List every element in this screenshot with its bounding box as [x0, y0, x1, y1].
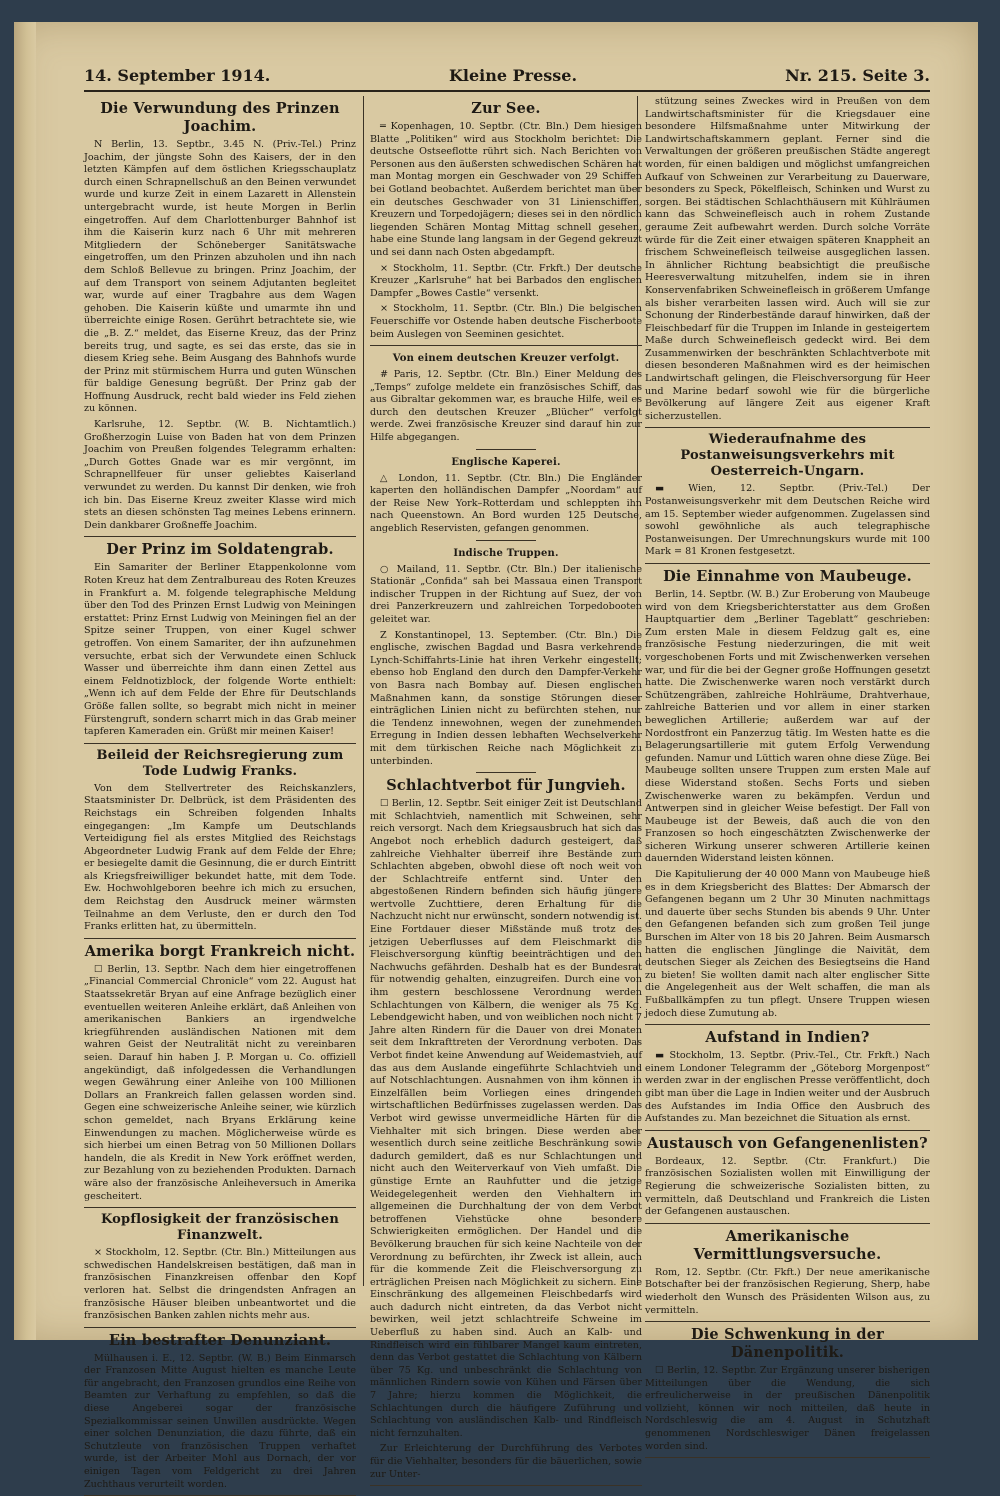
article-headline: Wiederaufnahme des Postanweisungsverkehrs mit Oesterreich-Ungarn. — [680, 432, 895, 480]
article-headline: Aufstand in Indien? — [705, 1029, 870, 1047]
article — [370, 454, 642, 541]
article-paragraph: stützung seines Zweckes wird in Preußen von dem Landwirtschaftsminister für die Kriegsdauer eine besondere Hilfsmaßnahme unter Mitwirkung der Landwirtschaftskammern geplant. Ferner sind die Verwaltungen der größeren preußischen Städte angeregt worden, für einen baldigen und möglichst umfangreichen Aufkauf von Schweinen zur Verarbeitung zu Dauerware, besonders zu Speck, Pökelfleisch, Schinken und Wurst zu sorgen. Bei städtischen Schlachthäusern mit Kühlräumen kann das Schweinefleisch auch in rohem Zustande geraume Zeit aufbewahrt werden. Durch solche Vorräte würde für die Zeit einer etwaigen späteren Knappheit an frischem Schweinefleisch teilweise ausgeglichen lassen. In ähnlicher Richtung beabsichtigt die preußische Heeresverwaltung mitzuhelfen, indem sie in ihren Konservenfabriken Schweinefleisch in größerem Umfange als bisher verarbeiten lassen wird. Auch will sie zur Schonung der Rinderbestände darauf hinwirken, daß der Fleischbedarf für die Truppen im Inlande in gesteigertem Maße durch Schweinefleisch gedeckt wird. Bei dem Zusammenwirken der beschränkten Schlachtverbote mit diesen besonderen Maßnahmen wird es der heimischen Landwirtschaft gelingen, die Fleischversorgung für Heer und Marine bedarf sowohl wie für die bürgerliche Bevölkerung auf längere Zeit aus eigener Kraft sicherzustellen. — [645, 96, 930, 422]
page-fold-shadow — [14, 22, 36, 1340]
article-headline: Ein bestrafter Denunziant. — [108, 1331, 332, 1349]
article-paragraph: # Paris, 12. Septbr. (Ctr. Bln.) Einer Meldung des „Temps“ zufolge meldete ein französisches Schiff, das aus Gibraltar gekommen war, es brauche Hilfe, weil es durch den deutschen Kreuzer „Blücher“ verfolgt werde. Zwei französische Kreuzer sind darauf hin zur Hilfe abgegangen. — [370, 369, 642, 444]
column-3 — [645, 96, 930, 1452]
article-paragraph: ═ Kopenhagen, 10. Septbr. (Ctr. Bln.) Dem hiesigen Blatte „Politiken“ wird aus Stockholm berichtet: Die deutsche Ostseeflotte rührt sich. Nach Berichten von Personen aus den äußersten schwedischen Schären hat man Montag morgen ein Geschwader von 29 Schiffen bei Gotland beobachtet. Außerdem berichtet man über ein deutsches Geschwader von 31 Linienschiffen, Kreuzern und Torpedojägern; dieses sei in den nördlich liegenden Schären Montag Mittag schnell gesehen, habe eine Stunde lang langsam in der Gegend gekreuzt und sei dann nach Osten abgedampft. — [370, 121, 642, 258]
article-paragraph: △ London, 11. Septbr. (Ctr. Bln.) Die Engländer kaperten den holländischen Dampfer „Noordam“ auf der Reise New York–Rotterdam und schleppten ihn nach Queenstown. An Bord wurden 125 Deutsche, angeblich Reservisten, gefangen genommen. — [370, 472, 642, 535]
article-headline: Indische Truppen. — [453, 547, 559, 559]
article-paragraph: ▬ Wien, 12. Septbr. (Priv.-Tel.) Der Postanweisungsverkehr mit dem Deutschen Reiche wird am 15. September wieder aufgenommen. Zugelassen sind sowohl gewöhnliche als auch telegraphische Postanweisungen. Der Umrechnungskurs wurde mit 100 Mark = 81 Kronen festgesetzt. — [645, 483, 930, 558]
article — [645, 1228, 930, 1322]
article-divider — [645, 1223, 930, 1224]
article — [84, 100, 356, 537]
article — [84, 1212, 356, 1328]
article-headline: Die Verwundung des Prinzen Joachim. — [100, 100, 340, 135]
article-paragraph: Von dem Stellvertreter des Reichskanzlers, Staatsminister Dr. Delbrück, ist dem Präsidenten des Reichstags ein Schreiben folgenden Inhalts eingegangen: „Im Kampfe um Deutschlands Verteidigung fiel als erstes Mitglied des Reichstags Abgeordneter Ludwig Frank auf dem Felde der Ehre; er besiegelte damit die Gesinnung, die er durch Eintritt als Kriegsfreiwilliger bekundet hatte, mit dem Tode. Ew. Hochwohlgeboren beehre ich mich zu ersuchen, dem Reichstag den Ausdruck meiner wärmsten Teilnahme an dem Verluste, den er durch den Tod Franks erlitten hat, zu übermitteln. — [84, 782, 356, 933]
article — [645, 432, 930, 564]
article-headline: Kopflosigkeit der französischen Finanzwelt. — [100, 1212, 340, 1244]
article-headline: Zur See. — [471, 100, 541, 117]
article-headline: Austausch von Gefangenenlisten? — [647, 1134, 928, 1152]
article-divider — [645, 1130, 930, 1131]
article-headline: Amerikanische Vermittlungsversuche. — [693, 1227, 882, 1263]
article-divider — [84, 536, 356, 537]
article-paragraph: × Stockholm, 11. Septbr. (Ctr. Bln.) Die belgischen Feuerschiffe vor Ostende haben deutsche Fischerboote beim Auslegen von Seeminen gesichtet. — [370, 303, 642, 340]
article-headline: Englische Kaperei. — [451, 456, 561, 468]
masthead-issue: Nr. 215. Seite 3. — [785, 66, 930, 85]
article-paragraph: Berlin, 14. Septbr. (W. B.) Zur Eroberung von Maubeuge wird von dem Kriegsberichterstatter aus dem Großen Hauptquartier dem „Berliner Tageblatt“ geschrieben: Zum ersten Male in diesem Feldzug galt es, eine französische Festung niederzuringen, die mit weit vorgeschobenen Forts und mit Zwischenwerken versehen war, und für die bei der Gegner große Hoffnungen gesetzt hatte. Die Zwischenwerke waren noch verstärkt durch Schützengräben, zahlreiche Hohlräume, Drahtverhaue, zahlreiche Batterien und vor allem in einer starken beweglichen Artillerie; außerdem war auf der Nordostfront ein Panzerzug tätig. Im Westen hatte es die Belagerungsartillerie mit gutem Erfolg Verwendung gefunden. Namur und Lüttich waren ohne diese Züge. Bei Maubeuge sollten unsere Truppen zum ersten Male auf diese Widerstand stoßen. Sechs Forts und sieben Zwischenwerke waren zu bekämpfen. Verdun und Antwerpen sind in gleicher Weise befestigt. Der Fall von Maubeuge ist der Beweis, daß auch die von den Franzosen so hoch eingeschätzten Zwischenwerke der sicheren Wirkung unserer schweren Artillerie keinen dauernden Widerstand leisten können. — [645, 589, 930, 865]
article — [370, 545, 642, 774]
article-divider — [84, 938, 356, 939]
article-divider — [645, 1024, 930, 1025]
article-divider — [476, 449, 536, 450]
article-headline: Amerika borgt Frankreich nicht. — [84, 942, 356, 960]
article-divider — [645, 427, 930, 428]
article-paragraph: N Berlin, 13. Septbr., 3.45 N. (Priv.-Tel.) Prinz Joachim, der jüngste Sohn des Kaisers, der in den letzten Kämpfen auf dem östlichen Kriegsschauplatz durch einen Schrapnellschuß an den Beinen verwundet wurde und kurze Zeit in einem Lazarett in Allenstein untergebracht wurde, ist heute Morgen in Berlin eingetroffen. Auf dem Charlottenburger Bahnhof ist ihm die Kaiserin kurz nach 6 Uhr mit mehreren Mitgliedern der Schöneberger Sanitätswache eingetroffen, um den Prinzen abzuholen und ihn nach dem Schloß Bellevue zu bringen. Prinz Joachim, der auf dem Transport von seinem Adjutanten begleitet war, wurde auf einer Tragbahre aus dem Wagen gehoben. Die Kaiserin küßte und umarmte ihn und überreichte einige Rosen. Gerührt betrachtete sie, wie die „B. Z.“ meldet, das Eiserne Kreuz, das der Prinz bereits trug, und sagte, es sei das erste, das sie in diesem Krieg sehe. Beim Ausgang des Bahnhofs wurde der Prinz mit stürmischem Hurra und guten Wünschen für baldige Genesung begrüßt. Der Prinz gab der Hoffnung Ausdruck, recht bald wieder ins Feld ziehen zu können. — [84, 139, 356, 415]
article-divider — [84, 1207, 356, 1208]
article-paragraph: ○ Mailand, 11. Septbr. (Ctr. Bln.) Der italienische Stationär „Confida“ sah bei Massaua einen Transport indischer Truppen in der Richtung auf Suez, der von drei Panzerkreuzern und zahlreichen Torpedobooten geleitet war. — [370, 563, 642, 625]
article-paragraph: Zur Erleichterung der Durchführung des Verbotes für die Viehhalter, besonders für die bäuerlichen, sowie zur Unter- — [370, 1443, 642, 1480]
article-divider — [645, 563, 930, 564]
article — [645, 1326, 930, 1458]
article — [84, 748, 356, 939]
masthead-paper-name: Kleine Presse. — [449, 66, 578, 85]
column-2 — [370, 96, 643, 1480]
article — [84, 1332, 356, 1496]
article-paragraph: Bordeaux, 12. Septbr. (Ctr. Frankfurt.) Die französischen Sozialisten wollen mit Einwilligung der Regierung die schweizerische Sozialisten bitten, zu vermitteln, daß Deutschland und Frankreich die Listen der Gefangenen austauschen. — [645, 1155, 930, 1218]
article-divider — [370, 345, 642, 346]
article-divider — [84, 1327, 356, 1328]
article-paragraph: Z Konstantinopel, 13. September. (Ctr. Bln.) Die englische, zwischen Bagdad und Basra verkehrende Lynch-Schiffahrts-Linie hat ihren Verkehr eingestellt; ebenso hob England den durch den Dampfer-Verkehr von Basra nach Bombay auf. Diesen englischen Maßnahmen kann, da sonstige Störungen dieser einträglichen Linien nicht zu befürchten stehen, nur die Tendenz innewohnen, wegen der zunehmenden Erregung in Indien dessen lebhaften Wechselverkehr mit dem türkischen Reiche nach Möglichkeit zu unterbinden. — [370, 629, 642, 767]
article-paragraph: Karlsruhe, 12. Septbr. (W. B. Nichtamtlich.) Großherzogin Luise von Baden hat von dem Prinzen Joachim von Preußen folgendes Telegramm erhalten: „Durch Gottes Gnade war es mir vergönnt, im Schrapnellfeuer für unser geliebtes Kaiserland verwundet zu werden. Du kannst Dir denken, wie froh ich bin. Das Eiserne Kreuz zweiter Klasse wird mich stets an diesen schönsten Tag meines Lebens erinnern. Dein dankbarer Großneffe Joachim. — [84, 419, 356, 531]
article — [84, 943, 356, 1208]
masthead-date: 14. September 1914. — [84, 66, 271, 85]
column-rule — [363, 96, 364, 1286]
article — [645, 1029, 930, 1131]
article-paragraph: × Stockholm, 12. Septbr. (Ctr. Bln.) Mitteilungen aus schwedischen Handelskreisen bestätigen, daß man in französischen Finanzkreisen offenbar den Kopf verloren hat. Selbst die dringendsten Anfragen an französische Häuser bleiben unbeantwortet und die französischen Banken zahlen nichts mehr aus. — [84, 1247, 356, 1322]
article — [370, 777, 642, 1486]
article-headline: Beileid der Reichsregierung zum Tode Ludwig Franks. — [96, 747, 344, 779]
article — [645, 1135, 930, 1224]
article — [645, 568, 930, 1025]
masthead — [84, 60, 930, 92]
article-paragraph: ☐ Berlin, 13. Septbr. Nach dem hier eingetroffenen „Financial Commercial Chronicle“ vom 22. August hat Staatssekretär Bryan auf eine Anfrage bezüglich einer eventuellen weiteren Anleihe erklärt, daß Anleihen von amerikanischen Bankiers an irgendwelche kriegführenden ausländischen Nationen mit dem wahren Geist der Neutralität nicht zu vereinbaren seien. Darauf hin haben J. P. Morgan u. Co. offiziell angekündigt, daß infolgedessen die Verhandlungen wegen Gewährung einer Anleihe von 100 Millionen Dollars an Frankreich fallen gelassen worden sind. Gegen eine schweizerische Anleihe seiner, wie kürzlich schon gemeldet, nach Bryans Erklärung keine Einwendungen zu machen. Möglicherweise würde es sich hierbei um einen Betrag von 50 Millionen Dollars handeln, die als Kredit in New York eröffnet werden, zur Bezahlung von zu beziehenden Produkten. Darnach wäre also der französische Anleiheversuch in Amerika gescheitert. — [84, 963, 356, 1202]
article-headline: Die Schwenkung in der Dänenpolitik. — [690, 1326, 885, 1362]
article-headline: Der Prinz im Soldatengrab. — [106, 541, 334, 559]
article-headline: Schlachtverbot für Jungvieh. — [386, 777, 626, 795]
article-divider — [476, 772, 536, 773]
article-divider — [645, 1321, 930, 1322]
article-paragraph: Mülhausen i. E., 12. Septbr. (W. B.) Beim Einmarsch der Franzosen Mitte August hielten es manche Leute für angebracht, den Franzosen grundlos eine Reihe von Beamten zur Verhaftung zu empfehlen, so daß die diese Angeberei sogar der französische Spezialkommissar seinen Unwillen ausdrückte. Wegen einer solchen Denunziation, die dazu führte, daß ein Schutzleute von französischen Truppen verhaftet wurde, ist der Arbeiter Mohl aus Dornach, der vor einigen Tagen vom Feldgericht zu drei Jahren Zuchthaus verurteilt worden. — [84, 1352, 356, 1490]
article — [84, 541, 356, 743]
article-paragraph: ☐ Berlin, 12. Septbr. Zur Ergänzung unserer bisherigen Mitteilungen über die Wendung, die sich erfreulicherweise in der preußischen Dänenpolitik vollzieht, können wir noch mitteilen, daß heute in Nordschleswig die am 4. August in Schutzhaft genommenen Nordschleswiger Dänen freigelassen worden sind. — [645, 1365, 930, 1452]
article-headline: Von einem deutschen Kreuzer verfolgt. — [392, 353, 620, 365]
article-divider — [84, 743, 356, 744]
column-1 — [84, 96, 356, 1490]
article-paragraph: ☐ Berlin, 12. Septbr. Seit einiger Zeit ist Deutschland mit Schlachtvieh, namentlich mit Schweinen, sehr reich versorgt. Nach dem Kriegsausbruch hat sich das Angebot noch erheblich dadurch gesteigert, daß zahlreiche Viehhalter überreif ihre Bestände zum Schlachten abgeben, obwohl diese oft noch weit von der Schlachtreife entfernt sind. Unter den abgestoßenen Rindern befinden sich häufig jüngere wertvolle Zuchttiere, deren Erhaltung für die Nachzucht nicht nur erwünscht, sondern notwendig ist. Eine Fortdauer dieser Mißstände muß trotz des jetzigen Ueberflusses auf dem Fleischmarkt die Fleischversorgung künftig beeinträchtigen und den Nachwuchs gefährden. Deshalb hat es der Bundesrat für notwendig gehalten, einzugreifen. Durch eine von ihm gestern beschlossene Verordnung werden Schlachtungen von Kälbern, die weniger als 75 Kg. Lebendgewicht haben, und von weiblichen noch nicht 7 Jahre alten Rindern für die Dauer von drei Monaten seit dem Inkrafttreten der Verordnung verboten. Das Verbot findet keine Anwendung auf Weidemastvieh, auf das aus dem Auslande eingeführte Schlachtvieh und auf Notschlachtungen. Ausnahmen von ihm können in Einzelfällen beim Vorliegen eines dringenden wirtschaftlichen Bedürfnisses zugelassen werden. Das Verbot wird gewisse unvermeidliche Härten für die Viehhalter mit sich bringen. Diese werden aber wesentlich durch seine zeitliche Beschränkung sowie dadurch gemildert, daß es nur Schlachtungen und nicht auch den Weiterverkauf von Vieh umfaßt. Die günstige Ernte an Rauhfutter und die jetzige Weidegelegenheit werden den Viehhaltern im allgemeinen die Durchhaltung der von dem Verbot betroffenen Viehstücke ohne besondere Schwierigkeiten ermöglichen. Der Handel und die Bevölkerung brauchen für sich keine Nachteile von der Verordnung zu befürchten, ihr Zweck ist allein, auch für die kommende Zeit die Fleischversorgung zu erträglichen Preisen nach Möglichkeit zu sichern. Eine Einschränkung des allgemeinen Fleischbedarfs wird auch dadurch nicht eintreten, da das Verbot nicht bewirken, weil jetzt schlachtreife Schweine im Ueberfluß zu haben sind. Auch an Kalb- und Rindfleisch wird ein fühlbarer Mangel kaum eintreten, denn das Verbot gestattet die Schlachtung von Kälbern über 75 Kg. und unbeschränkt die Schlachtung von männlichen Rindern sowie von Kühen und Färsen über 7 Jahre; hierzu kommen die Möglichkeit, die Schlachtungen durch die häufigere Zuführung und Schlachtung von ausländischen Kalb- und Rindfleisch nicht fernzuhalten. — [370, 798, 643, 1439]
article-divider — [476, 540, 536, 541]
article-paragraph: × Stockholm, 11. Septbr. (Ctr. Frkft.) Der deutsche Kreuzer „Karlsruhe“ hat bei Barbados den englischen Dampfer „Bowes Castle“ versenkt. — [370, 262, 642, 299]
article-paragraph: Rom, 12. Septbr. (Ctr. Fkft.) Der neue amerikanische Botschafter bei der französischen Regierung, Sherp, habe wiederholt den Wunsch des Präsidenten Wilson aus, zu vermitteln. — [645, 1266, 930, 1316]
article-divider — [645, 1457, 930, 1458]
article — [645, 96, 930, 428]
article — [370, 350, 642, 450]
article-paragraph: ▬ Stockholm, 13. Septbr. (Priv.-Tel., Ctr. Frkft.) Nach einem Londoner Telegramm der „Göteborg Morgenpost“ werden zwar in der englischen Presse veröffentlicht, doch gibt man über die Lage in Indien weiter und der Ausbruch des Aufstandes im India Office den Ausbruch des Aufstandes zu. Man bezeichnet die Situation als ernst. — [645, 1050, 930, 1125]
article-headline: Die Einnahme von Maubeuge. — [663, 568, 912, 585]
article-paragraph: Die Kapitulierung der 40 000 Mann von Maubeuge hieß es in dem Kriegsbericht des Blattes: Der Abmarsch der Gefangenen begann um 2 Uhr 30 Minuten nachmittags und dauerte über sechs Stunden bis abends 9 Uhr. Unter den Gefangenen befanden sich zum großen Teil junge Burschen im Alter von 18 bis 20 Jahren. Beim Ausmarsch hatten die englischen Jünglinge die Naivität, dem deutschen Sieger als Zeichen des Besiegtseins die Hand zu bieten! Sie wollten damit nach alter englischer Sitte die Angelegenheit aus der Welt schaffen, die man als Fußballkämpfen zu tun pflegt. Unsere Truppen wiesen jedoch diese Zumutung ab. — [645, 869, 930, 1019]
article — [370, 100, 642, 346]
article-divider — [370, 1485, 642, 1486]
article-paragraph: Ein Samariter der Berliner Etappenkolonne vom Roten Kreuz hat dem Zentralbureau des Roten Kreuzes in Frankfurt a. M. folgende telegraphische Meldung über den Tod des Prinzen Ernst Ludwig von Meiningen erstattet: Prinz Ernst Ludwig von Meiningen fiel an der Spitze seiner Truppen, von einer Kugel schwer getroffen. Von einem Samariter, der ihn aufzunehmen versuchte, erbat sich der Verwundete einen Schluck Wasser und überreichte ihm dann einen Zettel aus einem Feldnotizblock, der folgende Worte enthielt: „Wenn ich auf dem Felde der Ehre für Deutschlands Größe fallen sollte, so begrabt mich nicht in meiner Fürstengruft, sondern scharrt mich in das Grab meiner tapferen Kameraden ein. Grüßt mir meinen Kaiser! — [84, 562, 356, 738]
